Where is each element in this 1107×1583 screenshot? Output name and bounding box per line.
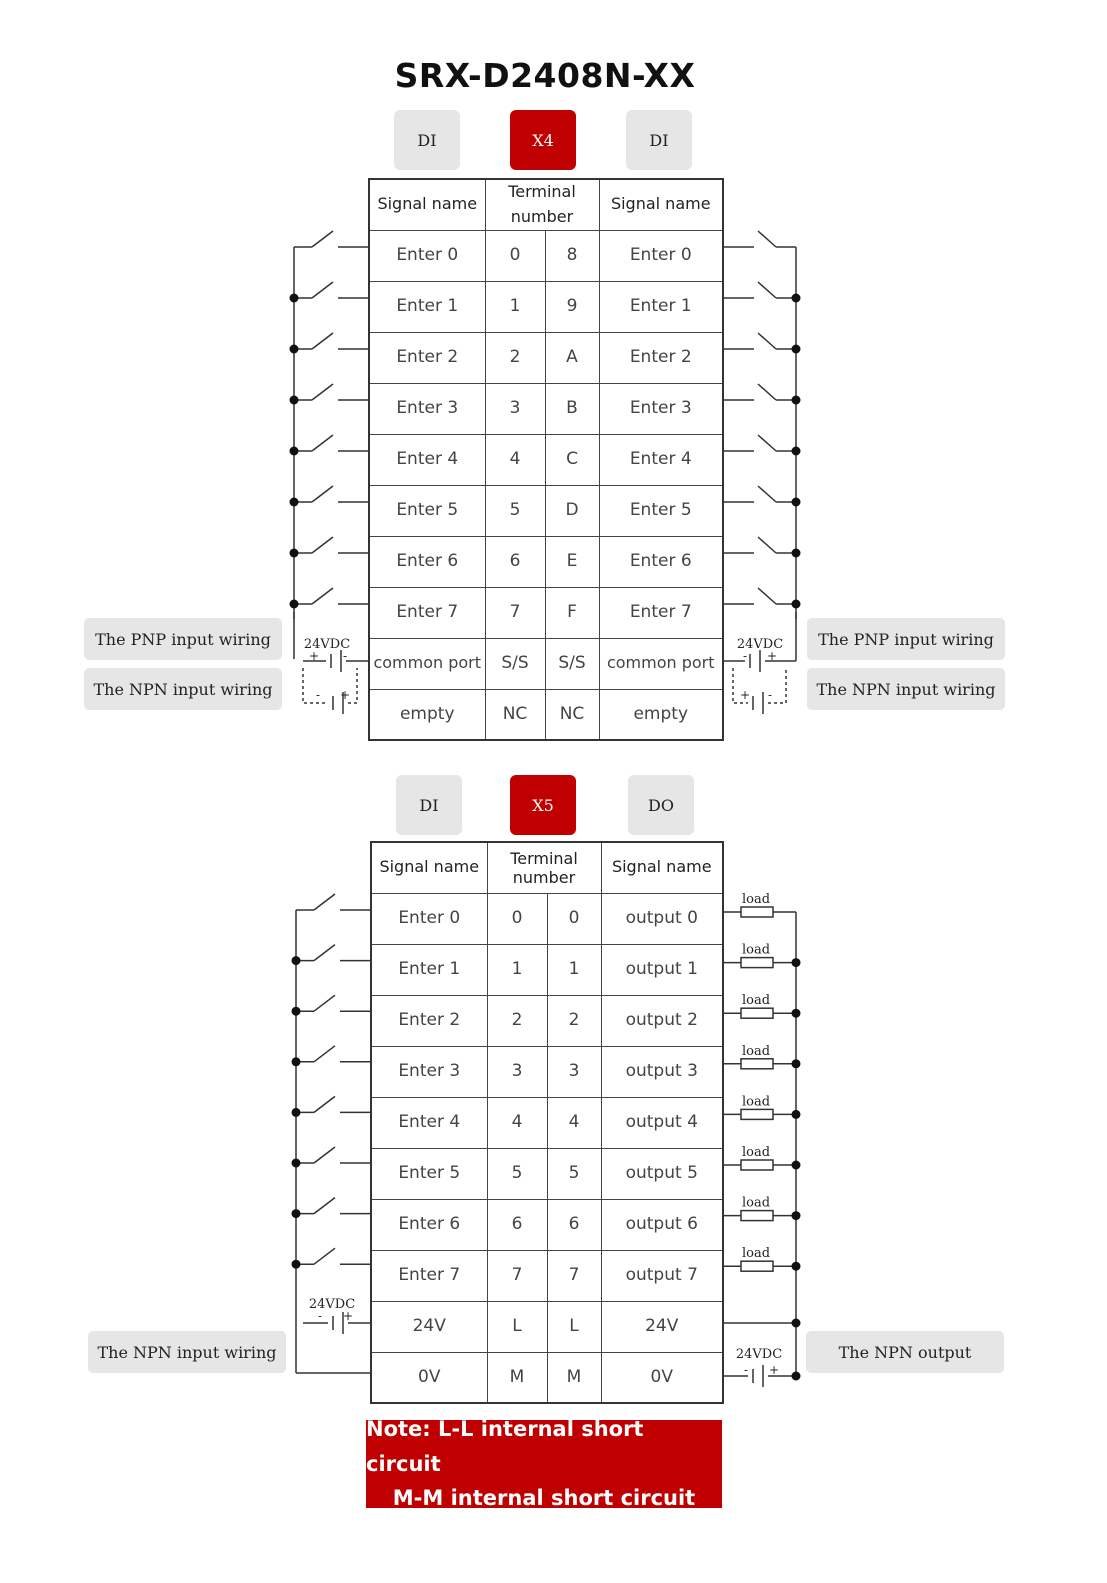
x4-terminal-right-6: E [545, 536, 599, 587]
minus-sign: - [767, 688, 773, 702]
x5-signal-left-8: 24V [371, 1301, 487, 1352]
junction-dot [292, 956, 301, 965]
x5-terminal-left-2: 2 [487, 995, 547, 1046]
x4-terminal-left-1: 1 [485, 281, 545, 332]
x5-right-npn-output-label: The NPN output [806, 1331, 1004, 1373]
switch-contact [312, 435, 333, 451]
load-resistor [741, 1008, 773, 1018]
tag-di-right: DI [626, 110, 692, 170]
x4-terminal-right-3: B [545, 383, 599, 434]
switch-contact [314, 894, 335, 910]
x5-signal-left-3: Enter 3 [371, 1046, 487, 1097]
x5-header-signal-right: Signal name [601, 842, 723, 893]
x4-left-supply-label: 24VDC [303, 637, 351, 652]
plus-sign: + [739, 688, 751, 702]
x5-terminal-left-4: 4 [487, 1097, 547, 1148]
battery-icon [333, 1312, 343, 1334]
battery-icon [750, 650, 760, 672]
x4-signal-right-9: empty [599, 689, 723, 740]
x4-terminal-left-8: S/S [485, 638, 545, 689]
x5-terminal-right-1: 1 [547, 944, 601, 995]
junction-dot [792, 396, 801, 405]
junction-dot [792, 345, 801, 354]
x4-signal-right-7: Enter 7 [599, 587, 723, 638]
switch-contact [312, 588, 333, 604]
plus-sign: + [342, 1309, 354, 1323]
load-label: load [741, 942, 771, 958]
x5-signal-right-7: output 7 [601, 1250, 723, 1301]
junction-dot [792, 600, 801, 609]
note-line-1: Note: L-L internal short circuit [366, 1417, 644, 1476]
switch-contact [312, 384, 333, 400]
junction-dot [792, 549, 801, 558]
x4-left-pnp-label: The PNP input wiring [84, 618, 282, 660]
tag-x5: X5 [510, 775, 576, 835]
x5-terminal-left-9: M [487, 1352, 547, 1403]
x4-header-signal-right: Signal name [599, 179, 723, 230]
junction-dot [292, 1260, 301, 1269]
x5-terminal-right-8: L [547, 1301, 601, 1352]
load-resistor [741, 1211, 773, 1221]
x5-terminal-left-7: 7 [487, 1250, 547, 1301]
x5-terminal-left-8: L [487, 1301, 547, 1352]
battery-icon [331, 650, 341, 672]
switch-contact [758, 588, 776, 604]
x4-signal-right-6: Enter 6 [599, 536, 723, 587]
x5-signal-left-1: Enter 1 [371, 944, 487, 995]
x4-signal-left-9: empty [369, 689, 485, 740]
x5-signal-left-4: Enter 4 [371, 1097, 487, 1148]
x4-right-supply-label: 24VDC [736, 637, 784, 652]
minus-sign: - [743, 1363, 749, 1377]
junction-dot [792, 1319, 801, 1328]
x5-left-supply-label: 24VDC [308, 1297, 356, 1312]
load-resistor [741, 1059, 773, 1069]
switch-contact [314, 945, 335, 961]
junction-dot [792, 1110, 801, 1119]
x5-signal-right-0: output 0 [601, 893, 723, 944]
x4-terminal-left-0: 0 [485, 230, 545, 281]
plus-sign: + [339, 688, 351, 702]
x5-terminal-right-7: 7 [547, 1250, 601, 1301]
x4-header-terminal: Terminal number [485, 179, 599, 230]
x5-signal-right-9: 0V [601, 1352, 723, 1403]
minus-sign: - [315, 688, 321, 702]
note-line-2: M-M internal short circuit [392, 1486, 696, 1511]
x4-left-npn-label: The NPN input wiring [84, 668, 282, 710]
x4-signal-right-5: Enter 5 [599, 485, 723, 536]
x4-terminal-right-5: D [545, 485, 599, 536]
switch-contact [758, 537, 776, 553]
load-label: load [741, 1195, 771, 1211]
x5-terminal-left-1: 1 [487, 944, 547, 995]
minus-sign: - [342, 649, 348, 663]
x5-signal-right-4: output 4 [601, 1097, 723, 1148]
load-resistor [741, 1109, 773, 1119]
junction-dot [292, 1159, 301, 1168]
switch-contact [312, 486, 333, 502]
page-title: SRX-D2408N-XX [394, 56, 696, 95]
x5-signal-right-5: output 5 [601, 1148, 723, 1199]
junction-dot [290, 345, 299, 354]
x5-signal-left-2: Enter 2 [371, 995, 487, 1046]
x4-signal-left-2: Enter 2 [369, 332, 485, 383]
x4-signal-left-1: Enter 1 [369, 281, 485, 332]
x5-header-signal-left: Signal name [371, 842, 487, 893]
x5-right-supply-label: 24VDC [735, 1347, 783, 1362]
x4-terminal-right-1: 9 [545, 281, 599, 332]
battery-icon [753, 1365, 763, 1387]
load-resistor [741, 1160, 773, 1170]
x4-signal-right-3: Enter 3 [599, 383, 723, 434]
x4-terminal-left-9: NC [485, 689, 545, 740]
minus-sign: - [742, 649, 748, 663]
x5-terminal-right-2: 2 [547, 995, 601, 1046]
plus-sign: + [308, 649, 320, 663]
x5-terminal-left-0: 0 [487, 893, 547, 944]
load-resistor [741, 1261, 773, 1271]
junction-dot [290, 396, 299, 405]
x4-signal-left-7: Enter 7 [369, 587, 485, 638]
x5-signal-left-7: Enter 7 [371, 1250, 487, 1301]
x4-right-npn-label: The NPN input wiring [807, 668, 1005, 710]
x5-header-terminal: Terminal number [487, 842, 601, 893]
x5-terminal-right-3: 3 [547, 1046, 601, 1097]
tag-do: DO [628, 775, 694, 835]
switch-contact [758, 435, 776, 451]
x5-terminal-left-5: 5 [487, 1148, 547, 1199]
tag-di-left: DI [394, 110, 460, 170]
x5-signal-left-5: Enter 5 [371, 1148, 487, 1199]
load-label: load [741, 1094, 771, 1110]
x4-signal-right-8: common port [599, 638, 723, 689]
x4-signal-left-6: Enter 6 [369, 536, 485, 587]
x5-signal-right-6: output 6 [601, 1199, 723, 1250]
plus-sign: + [766, 649, 778, 663]
junction-dot [792, 294, 801, 303]
x4-signal-left-4: Enter 4 [369, 434, 485, 485]
x4-terminal-left-3: 3 [485, 383, 545, 434]
load-label: load [741, 892, 771, 907]
x5-terminal-right-9: M [547, 1352, 601, 1403]
tag-di: DI [396, 775, 462, 835]
x4-header-signal-left: Signal name [369, 179, 485, 230]
load-resistor [741, 907, 773, 917]
x4-terminal-right-8: S/S [545, 638, 599, 689]
x5-terminal-right-5: 5 [547, 1148, 601, 1199]
load-label: load [741, 1145, 771, 1160]
tag-x4: X4 [510, 110, 576, 170]
junction-dot [792, 498, 801, 507]
switch-contact [312, 231, 333, 247]
switch-contact [314, 995, 335, 1011]
x5-signal-right-2: output 2 [601, 995, 723, 1046]
junction-dot [792, 1161, 801, 1170]
x4-terminal-left-6: 6 [485, 536, 545, 587]
plus-sign: + [768, 1363, 780, 1377]
x5-signal-right-3: output 3 [601, 1046, 723, 1097]
x4-right-pnp-label: The PNP input wiring [807, 618, 1005, 660]
x5-terminal-left-6: 6 [487, 1199, 547, 1250]
junction-dot [792, 447, 801, 456]
x5-signal-left-0: Enter 0 [371, 893, 487, 944]
x5-signal-right-1: output 1 [601, 944, 723, 995]
load-label: load [741, 993, 771, 1009]
junction-dot [290, 600, 299, 609]
x5-terminal-right-0: 0 [547, 893, 601, 944]
switch-contact [314, 1046, 335, 1062]
x4-signal-left-0: Enter 0 [369, 230, 485, 281]
x4-terminal-left-7: 7 [485, 587, 545, 638]
x4-signal-right-0: Enter 0 [599, 230, 723, 281]
junction-dot [792, 1211, 801, 1220]
junction-dot [290, 294, 299, 303]
x4-terminal-left-5: 5 [485, 485, 545, 536]
junction-dot [792, 1372, 801, 1381]
junction-dot [292, 1007, 301, 1016]
junction-dot [792, 958, 801, 967]
junction-dot [290, 498, 299, 507]
switch-contact [758, 333, 776, 349]
switch-contact [758, 231, 776, 247]
x5-terminal-right-6: 6 [547, 1199, 601, 1250]
x4-signal-left-8: common port [369, 638, 485, 689]
switch-contact [312, 537, 333, 553]
switch-contact [758, 384, 776, 400]
x4-terminal-right-2: A [545, 332, 599, 383]
load-label: load [741, 1043, 771, 1059]
switch-contact [312, 333, 333, 349]
x5-signal-left-9: 0V [371, 1352, 487, 1403]
load-resistor [741, 958, 773, 968]
junction-dot [290, 549, 299, 558]
junction-dot [290, 447, 299, 456]
junction-dot [792, 1009, 801, 1018]
x5-terminal-right-4: 4 [547, 1097, 601, 1148]
battery-icon [753, 692, 763, 714]
junction-dot [292, 1108, 301, 1117]
x5-signal-left-6: Enter 6 [371, 1199, 487, 1250]
x4-terminal-left-4: 4 [485, 434, 545, 485]
switch-contact [314, 1096, 335, 1112]
switch-contact [758, 486, 776, 502]
x4-terminal-right-4: C [545, 434, 599, 485]
x4-terminal-right-9: NC [545, 689, 599, 740]
junction-dot [792, 1262, 801, 1271]
x4-signal-right-1: Enter 1 [599, 281, 723, 332]
x5-terminal-left-3: 3 [487, 1046, 547, 1097]
x4-terminal-right-0: 8 [545, 230, 599, 281]
minus-sign: - [317, 1309, 323, 1323]
switch-contact [758, 282, 776, 298]
x4-terminal-left-2: 2 [485, 332, 545, 383]
x4-terminal-right-7: F [545, 587, 599, 638]
switch-contact [314, 1147, 335, 1163]
junction-dot [292, 1057, 301, 1066]
switch-contact [314, 1198, 335, 1214]
switch-contact [314, 1248, 335, 1264]
x4-signal-right-2: Enter 2 [599, 332, 723, 383]
junction-dot [792, 1059, 801, 1068]
x5-left-npn-label: The NPN input wiring [88, 1331, 286, 1373]
x5-signal-right-8: 24V [601, 1301, 723, 1352]
x4-signal-left-5: Enter 5 [369, 485, 485, 536]
switch-contact [312, 282, 333, 298]
x4-signal-left-3: Enter 3 [369, 383, 485, 434]
x4-signal-right-4: Enter 4 [599, 434, 723, 485]
junction-dot [292, 1209, 301, 1218]
load-label: load [741, 1246, 771, 1262]
